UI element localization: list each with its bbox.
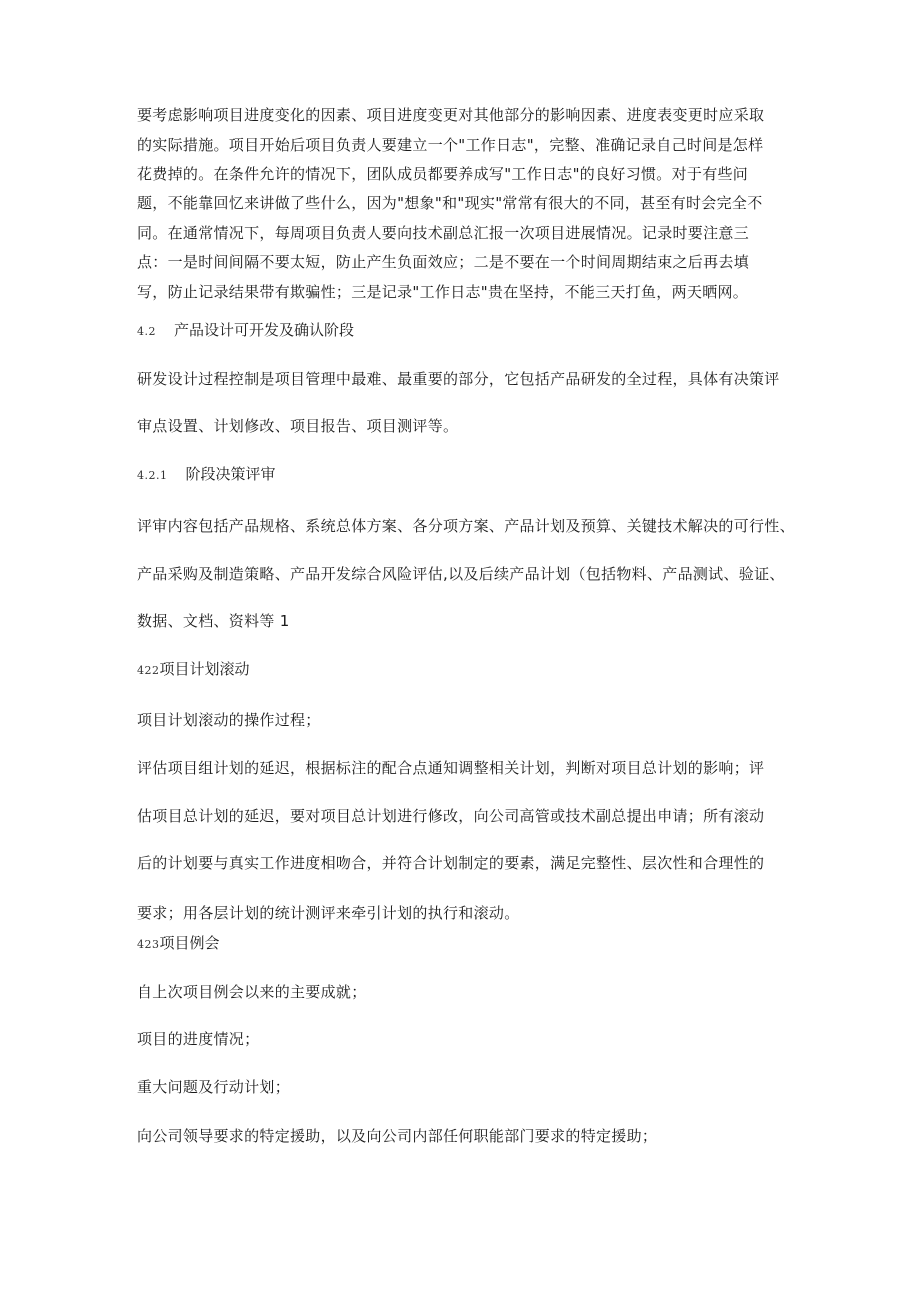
section-4-2-2-line-5: 要求；用各层计划的统计测评来牵引计划的执行和滚动。: [137, 904, 520, 922]
section-title: 项目例会: [159, 934, 220, 952]
section-4-2-3-line-1: 自上次项目例会以来的主要成就；: [137, 983, 367, 1001]
section-number: 422: [137, 664, 160, 677]
section-4-2-2-line-3: 估项目总计划的延迟，要对项目总计划进行修改，向公司高管或技术副总提出申请；所有滚动: [137, 807, 765, 825]
section-4-2-3-line-4: 向公司领导要求的特定援助，以及向公司内部任何职能部门要求的特定援助；: [137, 1127, 658, 1145]
section-4-2-2-heading: [137, 659, 250, 681]
section-4-2-3-line-3: 重大问题及行动计划；: [137, 1078, 291, 1096]
section-4-2-1-line-2: 产品采购及制造策略、产品开发综合风险评估,以及后续产品计划（包括物料、产品测试、验证、: [137, 565, 785, 583]
section-number: 4.2.1: [137, 469, 168, 482]
section-title: 项目计划滚动: [159, 660, 250, 678]
section-4-2-1-line-1: 评审内容包括产品规格、系统总体方案、各分项方案、产品计划及预算、关键技术解决的可行性、: [137, 517, 795, 535]
intro-line-6: 点：一是时间间隔不要太短，防止产生负面效应；二是不要在一个时间周期结束之后再去填: [137, 253, 750, 271]
section-number: 4.2: [137, 325, 156, 338]
intro-line-5: 同。在通常情况下，每周项目负责人要向技术副总汇报一次项目进展情况。记录时要注意三: [137, 224, 750, 242]
section-4-2-line-1: 研发设计过程控制是项目管理中最难、最重要的部分，它包括产品研发的全过程，具体有决策评: [137, 370, 780, 388]
section-4-2-3-heading: [137, 933, 220, 955]
section-4-2-1-heading: [137, 464, 276, 486]
section-4-2-3-line-2: 项目的进度情况；: [137, 1030, 260, 1048]
section-4-2-2-line-1: 项目计划滚动的操作过程；: [137, 711, 321, 729]
intro-line-2: 的实际措施。项目开始后项目负责人要建立一个"工作日志"，完整、准确记录自己时间是怎样: [137, 136, 764, 154]
section-4-2-2-line-4: 后的计划要与真实工作进度相吻合，并符合计划制定的要素，满足完整性、层次性和合理性的: [137, 854, 765, 872]
section-title: 阶段决策评审: [185, 465, 276, 483]
section-4-2-heading: [137, 320, 354, 342]
intro-line-7: 写，防止记录结果带有欺骗性；三是记录"工作日志"贵在坚持，不能三天打鱼，两天晒网。: [137, 283, 749, 301]
section-title: 产品设计可开发及确认阶段: [174, 321, 355, 339]
intro-line-1: 要考虑影响项目进度变化的因素、项目进度变更对其他部分的影响因素、进度表变更时应采取: [137, 106, 765, 124]
section-4-2-1-line-3: 数据、文档、资料等 1: [137, 612, 290, 630]
section-number: 423: [137, 938, 160, 951]
intro-line-3: 花费掉的。在条件允许的情况下，团队成员都要养成写"工作日志"的良好习惯。对于有些问: [137, 165, 749, 183]
intro-line-4: 题，不能靠回忆来讲做了些什么，因为"想象"和"现实"常常有很大的不同，甚至有时会完全不: [137, 194, 763, 212]
section-4-2-line-2: 审点设置、计划修改、项目报告、项目测评等。: [137, 417, 459, 435]
section-4-2-2-line-2: 评估项目组计划的延迟，根据标注的配合点通知调整相关计划，判断对项目总计划的影响；评: [137, 759, 765, 777]
